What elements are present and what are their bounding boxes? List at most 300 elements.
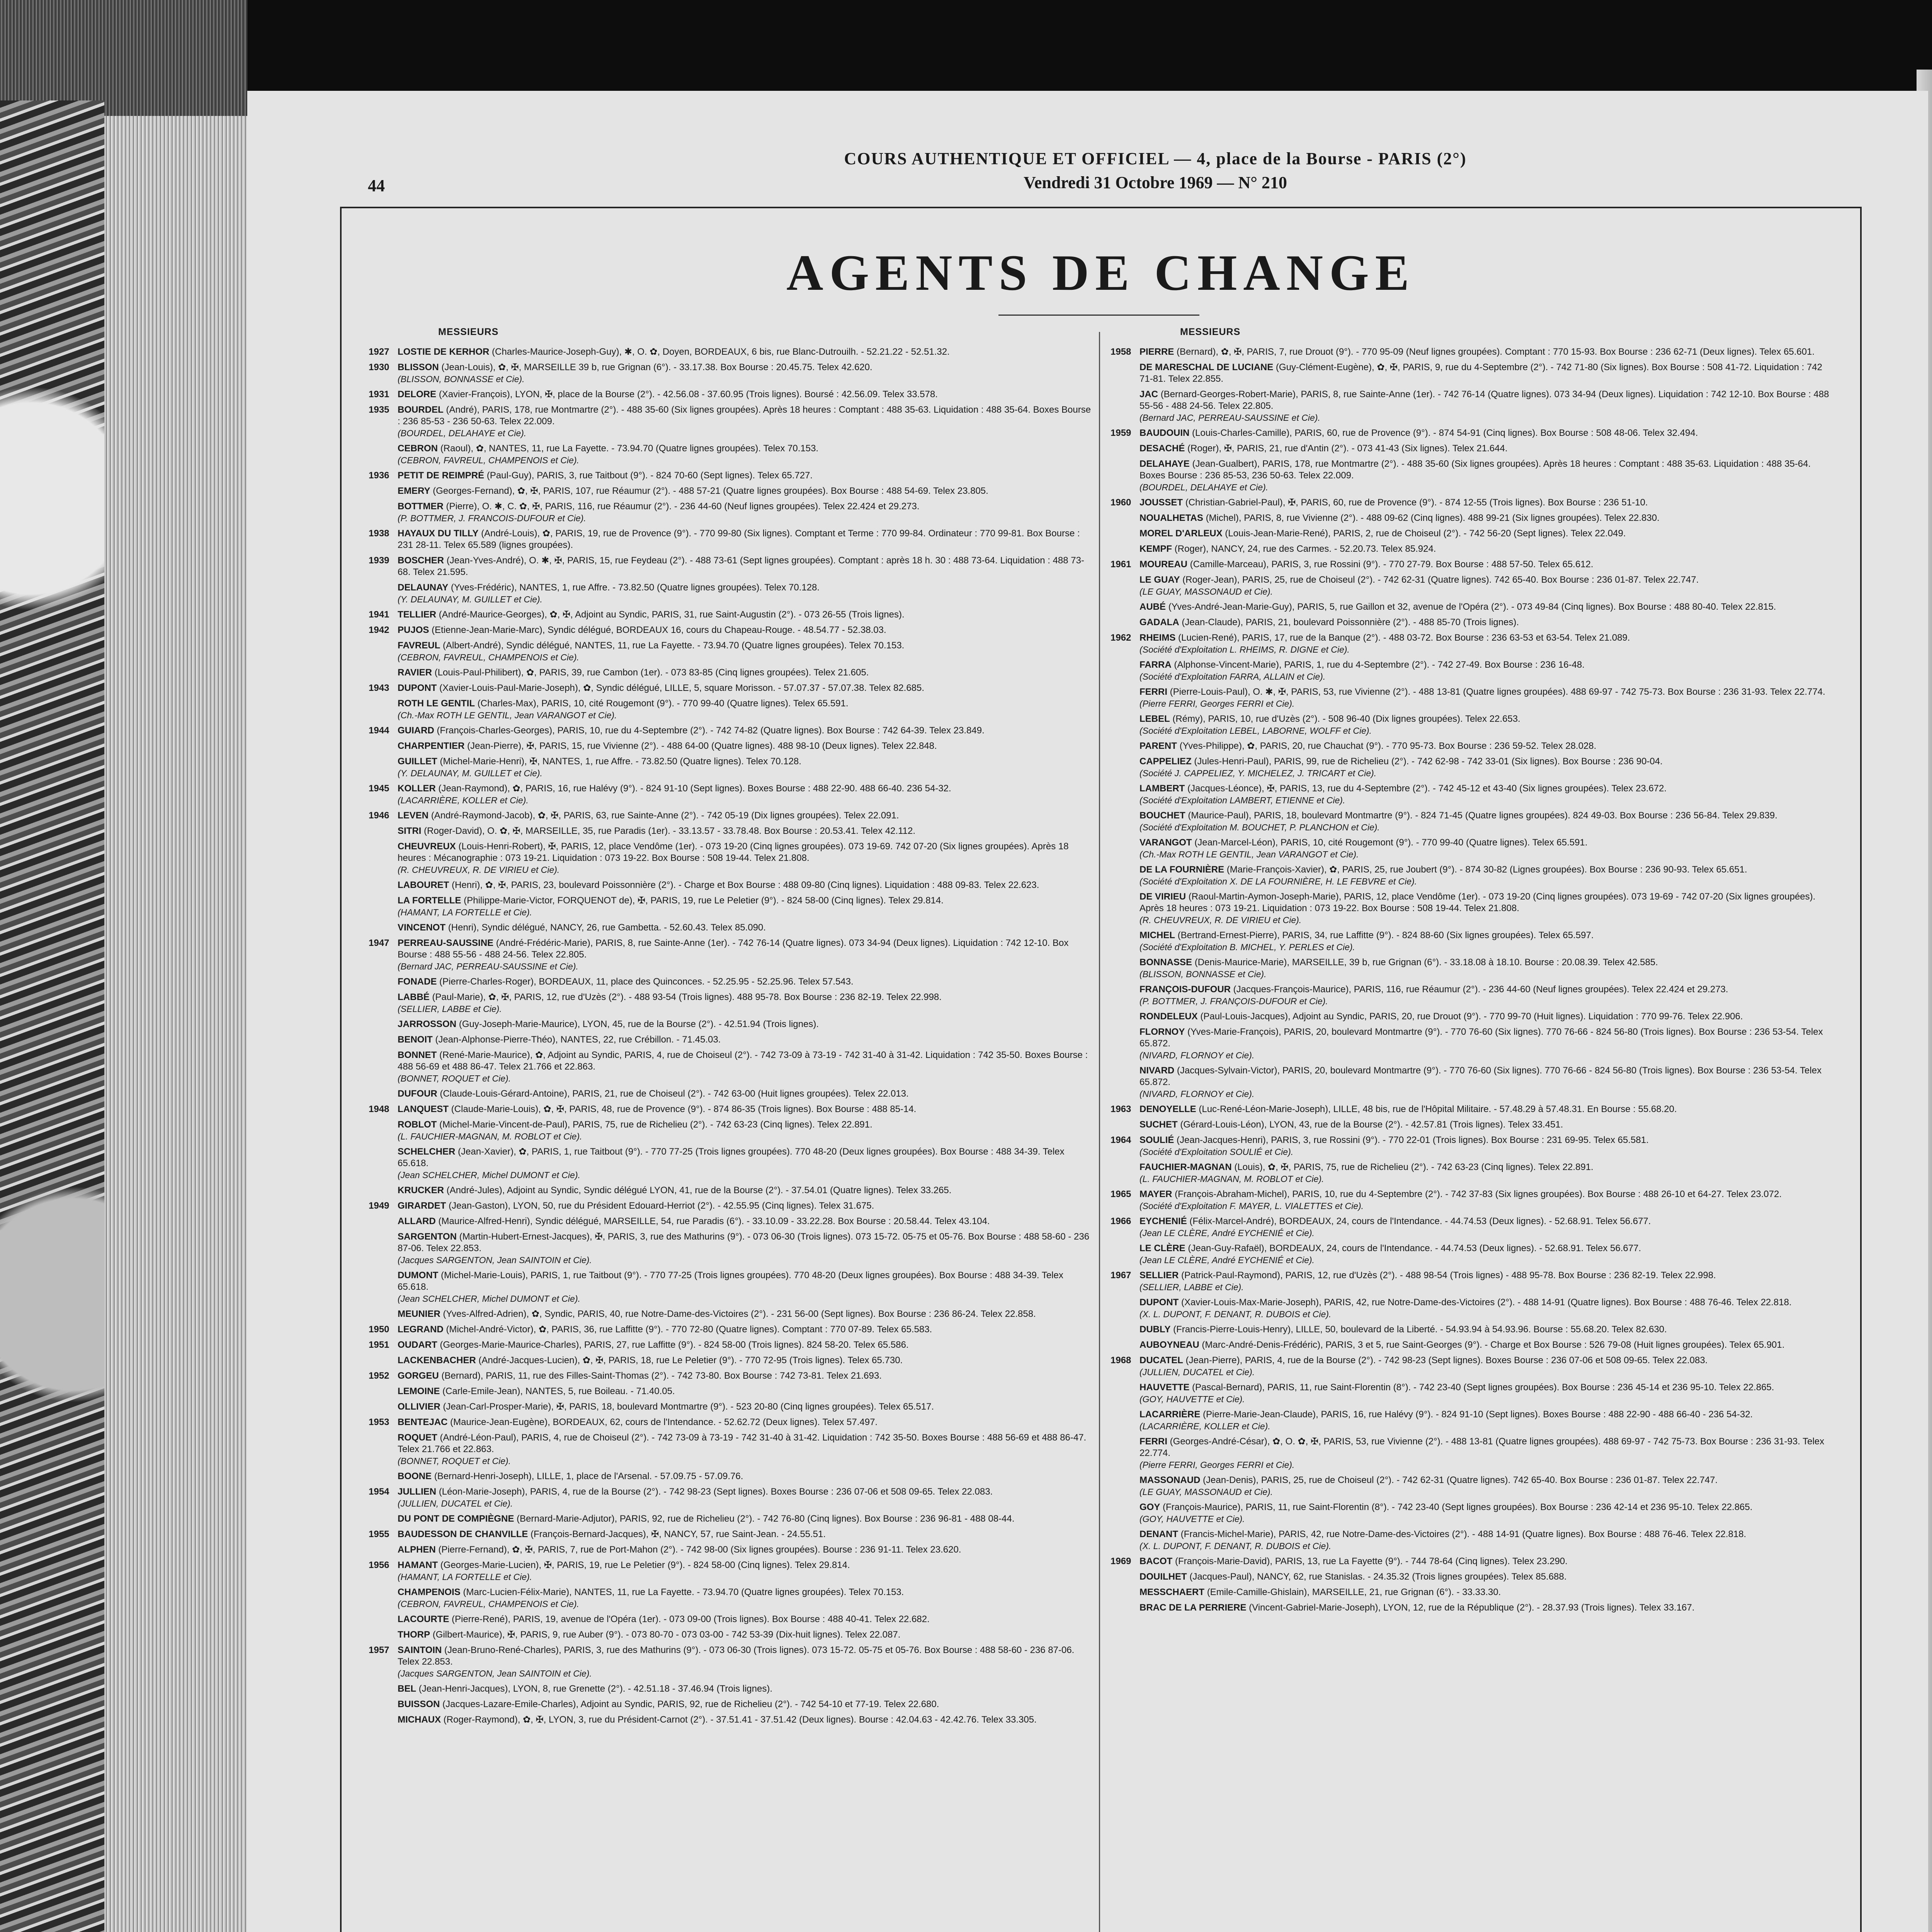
- agent-entry: [1111, 1409, 1837, 1432]
- entry-year: [1111, 686, 1139, 709]
- agent-details: (François-Charles-Georges), PARIS, 10, rue du 4-Septembre (2°). - 742 74-82 (Quatre lignes). Box Bourse : 742 64-39. Telex 23.849.: [437, 725, 985, 736]
- agent-entry: [1111, 1556, 1837, 1567]
- agent-entry: [1111, 346, 1837, 358]
- entry-body: [1139, 1119, 1837, 1131]
- left-column-label: MESSIEURS: [438, 327, 499, 337]
- entry-body: [398, 1119, 1095, 1142]
- agent-entry: [369, 1401, 1095, 1413]
- agent-details: (Jacques-Paul), NANCY, 62, rue Stanislas. - 24.35.32 (Trois lignes groupées). Telex 85.688.: [1189, 1571, 1567, 1582]
- agent-details: (Guy-Clément-Eugène), ✿, ✠, PARIS, 9, rue du 4-Septembre (2°). - 742 71-80 (Six lignes). Box Bourse : 508 41-72. Liquidation : 742 71-81. Telex 22.855.: [1139, 362, 1822, 384]
- entry-year: [369, 1401, 398, 1413]
- agent-details: (Jean-Raymond), ✿, PARIS, 16, rue Halévy (9°). - 824 91-10 (Sept lignes). Boxes Bourse : 488 22-90. 488 66-40. 236 54-32.: [438, 783, 951, 794]
- entry-body: [398, 1486, 1095, 1509]
- agent-name: PERREAU-SAUSSINE: [398, 938, 494, 948]
- agent-name: DE MARESCHAL DE LUCIANE: [1139, 362, 1274, 372]
- agent-name: LE GUAY: [1139, 575, 1180, 585]
- entry-year: [1111, 601, 1139, 613]
- agent-name: BLISSON: [398, 362, 439, 372]
- entry-year: [369, 1146, 398, 1181]
- agent-name: MAYER: [1139, 1189, 1172, 1199]
- agent-details: (Yves-Marie-François), PARIS, 20, boulevard Montmartre (9°). - 770 76-60 (Six lignes). 770 76-66 - 824 56-80 (Trois lignes). Box Bourse : 236 53-54. Telex 65.872.: [1139, 1027, 1823, 1049]
- entry-year: [369, 895, 398, 918]
- agent-details: (André), PARIS, 178, rue Montmartre (2°). - 488 35-60 (Six lignes groupées). Après 18 heures : Comptant : 488 35-63. Liquidation : 488 35-64. Boxes Bourse : 236 85-53 - 236 50-63. Telex 22.009.: [398, 405, 1091, 427]
- entry-body: [398, 1629, 1095, 1641]
- entry-body: [1139, 783, 1837, 806]
- agent-name: NOUALHETAS: [1139, 513, 1203, 523]
- agent-details: (Roger-David), O. ✿, ✠, MARSEILLE, 35, rue Paradis (1er). - 33.13.57 - 33.78.48. Box Bourse : 20.53.41. Telex 42.112.: [424, 826, 915, 836]
- agent-name: DUPONT: [398, 683, 437, 693]
- agent-entry: [1111, 659, 1837, 682]
- agent-name: OUDART: [398, 1340, 437, 1350]
- agent-entry: [1111, 810, 1837, 833]
- agent-name: SUCHET: [1139, 1119, 1178, 1130]
- agent-entry: [369, 1034, 1095, 1046]
- agent-entry: [1111, 443, 1837, 454]
- agent-name: MOUREAU: [1139, 559, 1187, 570]
- agent-details: (Jacques-Sylvain-Victor), PARIS, 20, boulevard Montmartre (9°). - 770 76-60 (Six lignes). 770 76-66 - 824 56-80 (Trois lignes). Box Bourse : 236 53-54. Telex 65.872.: [1139, 1065, 1822, 1087]
- agent-details: (Pierre-Charles-Roger), BORDEAUX, 11, place des Quinconces. - 52.25.95 - 52.25.96. Telex 57.543.: [439, 976, 854, 987]
- entry-year: 1968: [1111, 1355, 1131, 1366]
- entry-year: [1111, 389, 1139, 423]
- entry-body: [398, 346, 1095, 358]
- agent-entry: [1111, 1216, 1837, 1239]
- agent-entry: [369, 485, 1095, 497]
- firm-name: (JULLIEN, DUCATEL et Cie).: [1139, 1367, 1255, 1377]
- agent-name: BUISSON: [398, 1699, 440, 1709]
- agent-details: (Christian-Gabriel-Paul), ✠, PARIS, 60, rue de Provence (9°). - 874 12-55 (Trois lignes). Box Bourse : 236 51-10.: [1185, 497, 1648, 508]
- agent-details: (Jean-Carl-Prosper-Marie), ✠, PARIS, 18, boulevard Montmartre (9°). - 523 20-80 (Cinq lignes groupées). Telex 65.517.: [443, 1401, 934, 1412]
- agent-entry: [369, 1185, 1095, 1196]
- entry-body: [1139, 617, 1837, 628]
- header-publication: COURS AUTHENTIQUE ET OFFICIEL — 4, place de la Bourse - PARIS (2°): [844, 149, 1467, 168]
- entry-body: [398, 582, 1095, 605]
- agent-details: (André-Léon-Paul), PARIS, 4, rue de Choiseul (2°). - 742 73-09 à 73-19 - 742 31-40 à 31-42. Liquidation : 742 35-50. Boxes Bourse : 488 56-69 et 488 86-47. Telex 21.766 et 22.863.: [398, 1432, 1087, 1454]
- agent-details: (Michel), PARIS, 8, rue Vivienne (2°). - 488 09-62 (Cinq lignes). 488 99-21 (Six lignes groupées). Telex 22.830.: [1206, 513, 1660, 523]
- agent-name: JAC: [1139, 389, 1158, 400]
- agent-details: (Luc-René-Léon-Marie-Joseph), LILLE, 48 bis, rue de l'Hôpital Militaire. - 57.48.29 à 57.48.31. En Bourse : 55.68.20.: [1199, 1104, 1677, 1114]
- entry-body: [1139, 1409, 1837, 1432]
- entry-body: [1139, 1529, 1837, 1552]
- agent-entry: [1111, 1475, 1837, 1498]
- agent-name: HAYAUX DU TILLY: [398, 528, 479, 539]
- entry-body: [398, 443, 1095, 466]
- entry-body: [398, 609, 1095, 621]
- entry-year: [369, 1683, 398, 1695]
- entry-year: [1111, 1243, 1139, 1266]
- agent-details: (Jean-Alphonse-Pierre-Théo), NANTES, 22, rue Crébillon. - 71.45.03.: [435, 1034, 721, 1045]
- firm-name: (X. L. DUPONT, F. DENANT, R. DUBOIS et Cie).: [1139, 1541, 1332, 1551]
- entry-year: 1956: [369, 1560, 389, 1570]
- entry-body: [398, 1339, 1095, 1351]
- entry-body: [1139, 1011, 1837, 1022]
- entry-body: [398, 1471, 1095, 1482]
- entry-body: [398, 1324, 1095, 1335]
- entry-year: [1111, 617, 1139, 628]
- firm-name: (GOY, HAUVETTE et Cie).: [1139, 1514, 1245, 1524]
- firm-name: (X. L. DUPONT, F. DENANT, R. DUBOIS et Cie).: [1139, 1309, 1332, 1319]
- agent-name: FLORNOY: [1139, 1027, 1185, 1037]
- agent-name: DENANT: [1139, 1529, 1178, 1539]
- entry-year: [369, 841, 398, 876]
- entry-year: [1111, 1119, 1139, 1131]
- agent-details: (Louis), ✿, ✠, PARIS, 75, rue de Richelieu (2°). - 742 63-23 (Cinq lignes). Telex 22.891.: [1234, 1162, 1594, 1172]
- agent-entry: [369, 1529, 1095, 1540]
- agent-details: (Yves-André-Jean-Marie-Guy), PARIS, 5, rue Gaillon et 32, avenue de l'Opéra (2°). - 073 49-84 (Cinq lignes). Box Bourse : 488 80-40. Telex 22.815.: [1168, 602, 1776, 612]
- agent-details: (Jacques-Lazare-Emile-Charles), Adjoint au Syndic, PARIS, 92, rue de Richelieu (2°). - 742 54-10 et 77-19. Telex 22.680.: [442, 1699, 939, 1709]
- entry-body: [1139, 1587, 1837, 1598]
- agent-entry: [1111, 864, 1837, 887]
- entry-year: [369, 756, 398, 779]
- agent-entry: [1111, 1529, 1837, 1552]
- agent-details: (Jules-Henri-Paul), PARIS, 99, rue de Richelieu (2°). - 742 62-98 - 742 33-01 (Six lignes). Box Bourse : 236 90-04.: [1194, 756, 1663, 767]
- agent-details: (Charles-Max), PARIS, 10, cité Rougemont (9°). - 770 99-40 (Quatre lignes). Telex 65.591.: [477, 698, 849, 709]
- entry-year: [1111, 1026, 1139, 1061]
- entry-body: [1139, 497, 1837, 509]
- entry-body: [398, 740, 1095, 752]
- entry-body: [1139, 512, 1837, 524]
- firm-name: (NIVARD, FLORNOY et Cie).: [1139, 1050, 1255, 1060]
- agent-entry: [369, 609, 1095, 621]
- agent-name: BACOT: [1139, 1556, 1173, 1566]
- agent-entry: [1111, 601, 1837, 613]
- agent-details: (Emile-Camille-Ghislain), MARSEILLE, 21, rue Grignan (6°). - 33.33.30.: [1207, 1587, 1501, 1597]
- entry-year: [1111, 1602, 1139, 1614]
- agent-entry: [369, 1119, 1095, 1142]
- entry-year: [369, 740, 398, 752]
- entry-body: [398, 1513, 1095, 1525]
- agent-details: (André-Maurice-Georges), ✿, ✠, Adjoint au Syndic, PARIS, 31, rue Saint-Augustin (2°). - 073 26-55 (Trois lignes).: [439, 609, 905, 620]
- entry-body: [1139, 1104, 1837, 1115]
- entry-year: 1953: [369, 1417, 389, 1427]
- agent-details: (Jean-Gualbert), PARIS, 178, rue Montmartre (2°). - 488 35-60 (Six lignes groupées). Après 18 heures : Comptant : 488 35-63. Liquidation : 488 35-64. Boxes Bourse : 236 85-53, 236 50-63. Telex 22.009.: [1139, 459, 1811, 481]
- agent-entry: [1111, 984, 1837, 1007]
- agent-entry: [1111, 957, 1837, 980]
- agent-entry: [369, 1645, 1095, 1679]
- entry-body: [398, 1200, 1095, 1212]
- agent-entry: [1111, 1104, 1837, 1115]
- entry-body: [398, 1645, 1095, 1679]
- agent-name: LANQUEST: [398, 1104, 449, 1114]
- agent-details: (Guy-Joseph-Marie-Maurice), LYON, 45, rue de la Bourse (2°). - 42.51.94 (Trois lignes).: [459, 1019, 819, 1029]
- agent-name: LA FORTELLE: [398, 895, 461, 906]
- entry-body: [398, 725, 1095, 736]
- agent-entry: [1111, 1011, 1837, 1022]
- agent-details: (Maurice-Jean-Eugène), BORDEAUX, 62, cours de l'Intendance. - 52.62.72 (Deux lignes). Telex 57.497.: [450, 1417, 878, 1427]
- entry-year: [1111, 1587, 1139, 1598]
- agent-details: (Georges-Marie-Maurice-Charles), PARIS, 27, rue Laffitte (9°). - 824 58-00 (Trois lignes). 824 58-20. Telex 65.586.: [440, 1340, 909, 1350]
- agent-entry: [369, 992, 1095, 1015]
- entry-year: 1947: [369, 938, 389, 948]
- agent-name: DE LA FOURNIÈRE: [1139, 864, 1225, 875]
- agent-details: (Francis-Michel-Marie), PARIS, 42, rue Notre-Dame-des-Victoires (2°). - 488 14-91 (Quatre lignes). Box Bourse : 488 76-46. Telex 22.818.: [1180, 1529, 1747, 1539]
- entry-year: [1111, 528, 1139, 539]
- agent-details: (Bernard), ✿, ✠, PARIS, 7, rue Drouot (9°). - 770 95-09 (Neuf lignes groupées). Comptant : 770 15-93. Box Bourse : 236 62-71 (Deux lignes). Telex 65.601.: [1177, 347, 1815, 357]
- agent-entry: [1111, 528, 1837, 539]
- agent-name: FONADE: [398, 976, 437, 987]
- agent-name: LEMOINE: [398, 1386, 440, 1396]
- firm-name: (HAMANT, LA FORTELLE et Cie).: [398, 1572, 532, 1582]
- firm-name: (Jean LE CLÈRE, André EYCHENIÉ et Cie).: [1139, 1228, 1315, 1238]
- agent-name: KRUCKER: [398, 1185, 444, 1196]
- entry-body: [398, 501, 1095, 524]
- agent-name: GUIARD: [398, 725, 434, 736]
- firm-name: (Pierre FERRI, Georges FERRI et Cie).: [1139, 1460, 1295, 1470]
- agent-name: CEBRON: [398, 443, 438, 454]
- entry-year: [369, 1231, 398, 1266]
- entry-body: [1139, 1243, 1837, 1266]
- entry-body: [1139, 659, 1837, 682]
- firm-name: (GOY, HAUVETTE et Cie).: [1139, 1394, 1245, 1404]
- agent-name: VARANGOT: [1139, 837, 1192, 848]
- agent-entry: [1111, 574, 1837, 597]
- entry-year: 1927: [369, 347, 389, 357]
- agent-name: LEBEL: [1139, 714, 1170, 724]
- entry-year: 1963: [1111, 1104, 1131, 1114]
- entry-body: [398, 682, 1095, 694]
- agent-entry: [369, 783, 1095, 806]
- agent-entry: [369, 937, 1095, 972]
- agent-entry: [369, 346, 1095, 358]
- entry-body: [398, 1587, 1095, 1610]
- agent-name: JARROSSON: [398, 1019, 457, 1029]
- agent-details: (Jean-Pierre), PARIS, 4, rue de la Bourse (2°). - 742 98-23 (Sept lignes). Boxes Bourse : 236 07-06 et 508 09-65. Telex 22.083.: [1185, 1355, 1708, 1366]
- agent-entry: [369, 841, 1095, 876]
- agent-entry: [369, 1146, 1095, 1181]
- agent-details: (Léon-Marie-Joseph), PARIS, 4, rue de la Bourse (2°). - 742 98-23 (Sept lignes). Boxes Bourse : 236 07-06 et 508 09-65. Telex 22.083.: [439, 1486, 993, 1497]
- entry-year: 1949: [369, 1201, 389, 1211]
- entry-year: [1111, 1324, 1139, 1335]
- agent-name: SAINTOIN: [398, 1645, 442, 1655]
- entry-year: [369, 698, 398, 721]
- agent-entry: [1111, 1436, 1837, 1471]
- agent-name: EMERY: [398, 486, 430, 496]
- agent-name: DELAHAYE: [1139, 459, 1190, 469]
- firm-name: (BLISSON, BONNASSE et Cie).: [1139, 969, 1267, 979]
- agent-entry: [1111, 1065, 1837, 1100]
- agent-name: SELLIER: [1139, 1270, 1179, 1281]
- agent-entry: [1111, 1243, 1837, 1266]
- agent-name: MICHEL: [1139, 930, 1175, 940]
- entry-body: [398, 1034, 1095, 1046]
- entry-year: [1111, 1436, 1139, 1471]
- entry-year: [369, 1629, 398, 1641]
- agent-entry: [1111, 458, 1837, 493]
- firm-name: (LACARRIÈRE, KOLLER et Cie).: [1139, 1421, 1270, 1431]
- agent-name: PIERRE: [1139, 347, 1174, 357]
- entry-body: [1139, 559, 1837, 570]
- agent-entry: [369, 582, 1095, 605]
- right-column: [1111, 326, 1837, 1617]
- firm-name: (Société d'Exploitation F. MAYER, L. VIALETTES et Cie).: [1139, 1201, 1364, 1211]
- agent-details: (Jean-Jacques-Henri), PARIS, 3, rue Rossini (9°). - 770 22-01 (Trois lignes). Box Bourse : 231 69-95. Telex 65.581.: [1177, 1135, 1649, 1145]
- firm-name: (BONNET, ROQUET et Cie).: [398, 1073, 511, 1083]
- agent-details: (Henri), Syndic délégué, NANCY, 26, rue Gambetta. - 52.60.43. Telex 85.090.: [448, 922, 766, 933]
- agent-details: (Jean-Louis), ✿, ✠, MARSEILLE 39 b, rue Grignan (6°). - 33.17.38. Box Bourse : 20.45.75. Telex 42.620.: [441, 362, 872, 372]
- agent-entry: [1111, 497, 1837, 509]
- entry-year: [369, 992, 398, 1015]
- firm-name: (SELLIER, LABBE et Cie).: [1139, 1282, 1244, 1292]
- entry-year: [369, 1587, 398, 1610]
- agent-entry: [369, 1629, 1095, 1641]
- agent-name: ALPHEN: [398, 1544, 436, 1555]
- entry-body: [1139, 574, 1837, 597]
- entry-body: [398, 1019, 1095, 1030]
- entry-body: [398, 404, 1095, 439]
- agent-details: (Marie-François-Xavier), ✿, PARIS, 25, rue Joubert (9°). - 874 30-82 (Lignes groupées). Box Bourse : 236 90-93. Telex 65.651.: [1226, 864, 1747, 875]
- agent-name: FAUCHIER-MAGNAN: [1139, 1162, 1232, 1172]
- entry-body: [398, 470, 1095, 481]
- agent-name: DENOYELLE: [1139, 1104, 1196, 1114]
- agent-entry: [369, 1432, 1095, 1467]
- agent-details: (Jacques-Léonce), ✠, PARIS, 13, rue du 4-Septembre (2°). - 742 45-12 et 43-40 (Six lignes groupées). Telex 23.672.: [1187, 783, 1667, 794]
- agent-entry: [369, 922, 1095, 934]
- agent-name: ROQUET: [398, 1432, 437, 1443]
- entry-year: 1962: [1111, 633, 1131, 643]
- agent-name: BOURDEL: [398, 405, 444, 415]
- entry-body: [1139, 1382, 1837, 1405]
- agent-details: (Bernard-Marie-Adjutor), PARIS, 92, rue de Richelieu (2°). - 742 76-80 (Cinq lignes). Box Bourse : 236 96-81 - 488 08-44.: [517, 1514, 1015, 1524]
- agent-entry: [369, 1019, 1095, 1030]
- entry-year: [369, 1308, 398, 1320]
- agent-entry: [1111, 930, 1837, 953]
- agent-name: ROTH LE GENTIL: [398, 698, 475, 709]
- agent-entry: [369, 756, 1095, 779]
- agent-entry: [369, 362, 1095, 385]
- firm-name: (P. BOTTMER, J. FRANCOIS-DUFOUR et Cie).: [398, 513, 586, 523]
- agent-entry: [1111, 389, 1837, 423]
- agent-entry: [369, 528, 1095, 551]
- entry-body: [1139, 443, 1837, 454]
- agent-details: (Xavier-Louis-Max-Marie-Joseph), PARIS, 42, rue Notre-Dame-des-Victoires (2°). - 488 14-91 (Quatre lignes). Box Bourse : 488 76-46. Telex 22.818.: [1181, 1297, 1792, 1308]
- agent-details: (Gilbert-Maurice), ✠, PARIS, 9, rue Auber (9°). - 073 80-70 - 073 03-00 - 742 53-39 (Dix-huit lignes). Telex 22.087.: [432, 1629, 901, 1640]
- entry-year: [369, 1614, 398, 1625]
- agent-entry: [369, 725, 1095, 736]
- entry-year: [1111, 740, 1139, 752]
- entry-body: [398, 1529, 1095, 1540]
- entry-year: [369, 582, 398, 605]
- firm-name: (Société d'Exploitation M. BOUCHET, P. PLANCHON et Cie).: [1139, 822, 1380, 832]
- entry-year: 1944: [369, 725, 389, 736]
- entry-year: [369, 1513, 398, 1525]
- agent-entry: [1111, 1502, 1837, 1525]
- agent-entry: [1111, 1602, 1837, 1614]
- entry-year: 1952: [369, 1371, 389, 1381]
- firm-name: (LACARRIÈRE, KOLLER et Cie).: [398, 795, 529, 805]
- agent-details: (Lucien-René), PARIS, 17, rue de la Banque (2°). - 488 03-72. Box Bourse : 236 63-53 et 63-54. Telex 21.089.: [1178, 633, 1630, 643]
- firm-name: (Société d'Exploitation B. MICHEL, Y. PERLES et Cie).: [1139, 942, 1355, 952]
- agent-entry: [369, 1088, 1095, 1100]
- agent-details: (François-Maurice), PARIS, 11, rue Saint-Florentin (8°). - 742 23-40 (Sept lignes groupées). Box Bourse : 236 42-14 et 236 95-10. Telex 22.865.: [1163, 1502, 1753, 1512]
- entry-body: [1139, 1324, 1837, 1335]
- agent-name: BOUCHET: [1139, 810, 1185, 821]
- agent-details: (Pierre), O. ✱, C. ✿, ✠, PARIS, 116, rue Réaumur (2°). - 236 44-60 (Neuf lignes groupées). Telex 22.424 et 29.273.: [446, 501, 920, 512]
- agent-name: SITRI: [398, 826, 422, 836]
- entry-year: [1111, 930, 1139, 953]
- agent-name: LEVEN: [398, 810, 429, 821]
- entry-body: [398, 1146, 1095, 1181]
- firm-name: (BOURDEL, DELAHAYE et Cie).: [1139, 482, 1269, 492]
- agent-details: (Jean-Henri-Jacques), LYON, 8, rue Grenette (2°). - 42.51.18 - 37.46.94 (Trois lignes).: [418, 1684, 772, 1694]
- firm-name: (Jacques SARGENTON, Jean SAINTOIN et Cie).: [398, 1668, 592, 1679]
- entry-body: [1139, 1134, 1837, 1158]
- page-number: 44: [368, 176, 385, 195]
- agent-entry: [369, 1104, 1095, 1115]
- firm-name: (JULLIEN, DUCATEL et Cie).: [398, 1498, 513, 1509]
- agent-name: LACKENBACHER: [398, 1355, 476, 1366]
- agent-entry: [1111, 1355, 1837, 1378]
- entry-year: 1951: [369, 1340, 389, 1350]
- agent-details: (André-Jules), Adjoint au Syndic, Syndic délégué LYON, 41, rue de la Bourse (2°). - 37.54.01 (Quatre lignes). Telex 33.265.: [446, 1185, 952, 1196]
- entry-year: [369, 485, 398, 497]
- agent-entry: [1111, 1382, 1837, 1405]
- agent-name: THORP: [398, 1629, 430, 1640]
- entry-body: [1139, 601, 1837, 613]
- agent-name: BENOIT: [398, 1034, 433, 1045]
- entry-body: [398, 1270, 1095, 1304]
- entry-year: 1958: [1111, 347, 1131, 357]
- firm-name: (Jacques SARGENTON, Jean SAINTOIN et Cie).: [398, 1255, 592, 1265]
- agent-name: TELLIER: [398, 609, 436, 620]
- agent-details: (Maurice-Paul), PARIS, 18, boulevard Montmartre (9°). - 824 71-45 (Quatre lignes groupées). 824 49-03. Box Bourse : 236 56-84. Telex 29.839.: [1188, 810, 1777, 821]
- agent-entry: [369, 1699, 1095, 1710]
- entry-year: [1111, 713, 1139, 736]
- agent-details: (Raoul-Martin-Aymon-Joseph-Marie), PARIS, 12, place Vendôme (1er). - 073 19-20 (Cinq lignes groupées). 073 19-69 - 742 07-20 (Six lignes groupées). Après 18 heures : 073 19-21. Liquidation : 073 19-22. Box Bourse : 508 19-44. Telex 21.808.: [1139, 891, 1816, 913]
- agent-entry: [369, 1417, 1095, 1428]
- agent-entry: [1111, 1339, 1837, 1351]
- entry-year: 1948: [369, 1104, 389, 1114]
- agent-details: (Jean-Marcel-Léon), PARIS, 10, cité Rougemont (9°). - 770 99-40 (Quatre lignes). Telex 65.591.: [1194, 837, 1588, 848]
- agent-details: (François-Marie-David), PARIS, 13, rue La Fayette (9°). - 744 78-64 (Cinq lignes). Telex 23.290.: [1175, 1556, 1568, 1566]
- agent-name: LE CLÈRE: [1139, 1243, 1185, 1253]
- entry-body: [1139, 1270, 1837, 1293]
- page-title: AGENTS DE CHANGE: [786, 244, 1415, 301]
- firm-name: (R. CHEUVREUX, R. DE VIRIEU et Cie).: [1139, 915, 1302, 925]
- agent-entry: [1111, 1026, 1837, 1061]
- entry-body: [398, 1231, 1095, 1266]
- entry-year: [369, 667, 398, 679]
- agent-details: (Raoul), ✿, NANTES, 11, rue La Fayette. - 73.94.70 (Quatre lignes groupées). Telex 70.153.: [440, 443, 819, 454]
- agent-details: (Denis-Maurice-Marie), MARSEILLE, 39 b, rue Grignan (6°). - 33.18.08 à 18.10. Bourse : 20.08.39. Telex 42.585.: [1194, 957, 1658, 968]
- entry-year: [369, 501, 398, 524]
- agent-name: LOSTIE DE KERHOR: [398, 347, 490, 357]
- agent-name: RAVIER: [398, 667, 432, 678]
- entry-body: [1139, 810, 1837, 833]
- entry-body: [398, 640, 1095, 663]
- entry-year: [1111, 1162, 1139, 1185]
- agent-name: BONNASSE: [1139, 957, 1192, 968]
- entry-body: [1139, 528, 1837, 539]
- agent-name: DOUILHET: [1139, 1571, 1187, 1582]
- agent-details: (Henri), ✿, ✠, PARIS, 23, boulevard Poissonnière (2°). - Charge et Box Bourse : 488 09-80 (Cinq lignes). Liquidation : 488 09-83. Telex 22.623.: [452, 880, 1039, 890]
- agent-details: (Roger), ✠, PARIS, 21, rue d'Antin (2°). - 073 41-43 (Six lignes). Telex 21.644.: [1187, 443, 1508, 454]
- agent-details: (Jean-Pierre), ✠, PARIS, 15, rue Vivienne (2°). - 488 64-00 (Quatre lignes). 488 98-10 (Deux lignes). Telex 22.848.: [467, 741, 937, 751]
- entry-body: [398, 783, 1095, 806]
- entry-body: [1139, 756, 1837, 779]
- entry-year: [1111, 659, 1139, 682]
- agent-entry: [1111, 1324, 1837, 1335]
- left-column: [369, 326, 1095, 1730]
- agent-entry: [369, 1544, 1095, 1556]
- page: [247, 91, 1928, 1932]
- firm-name: (SELLIER, LABBE et Cie).: [398, 1004, 502, 1014]
- entry-year: [369, 640, 398, 663]
- entry-year: [1111, 1382, 1139, 1405]
- agent-name: DESACHÉ: [1139, 443, 1185, 454]
- agent-details: (Paul-Marie), ✿, ✠, PARIS, 12, rue d'Uzès (2°). - 488 93-54 (Trois lignes). 488 95-78. Box Bourse : 236 82-19. Telex 22.998.: [432, 992, 942, 1002]
- agent-entry: [369, 555, 1095, 578]
- firm-name: (Y. DELAUNAY, M. GUILLET et Cie).: [398, 594, 543, 604]
- agent-entry: [1111, 1270, 1837, 1293]
